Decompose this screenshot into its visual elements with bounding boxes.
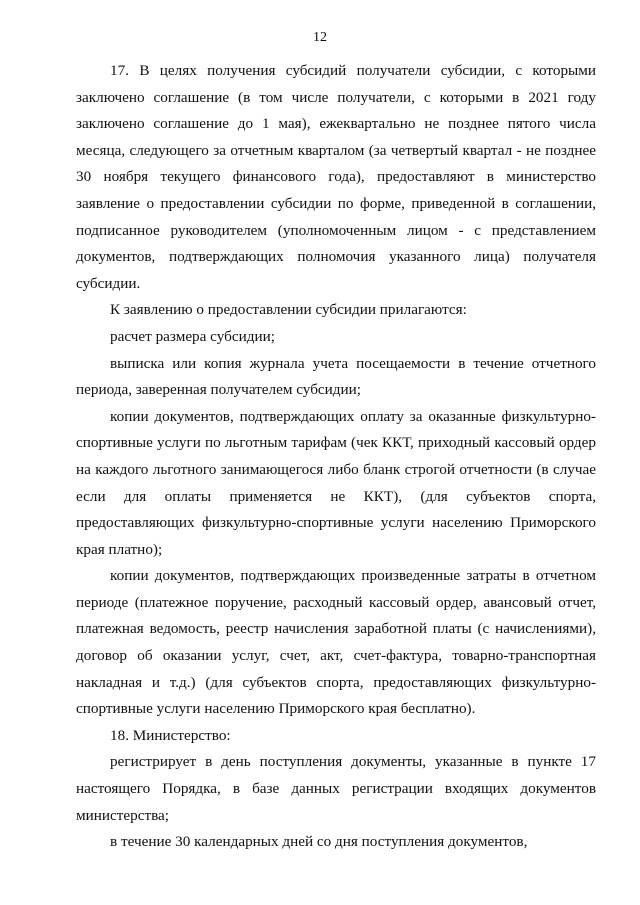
- paragraph-18-ministry: 18. Министерство:: [110, 726, 231, 744]
- paragraph-attachments-heading: К заявлению о предоставлении субсидии прилагаются:: [110, 301, 467, 319]
- page-number: 12: [313, 30, 327, 45]
- paragraph-subsidy-calculation: расчет размера субсидии;: [110, 327, 275, 345]
- paragraph-30-days: в течение 30 календарных дней со дня поступления документов,: [110, 833, 528, 851]
- paragraph-registration: регистрирует в день поступления документы, указанные в пункте 17 настоящего Порядка, в базе данных регистрации входящих документов министерства;: [76, 753, 596, 824]
- paragraph-payment-documents: копии документов, подтверждающих оплату за оказанные физкультурно-спортивные услуги по льготным тарифам (чек ККТ, приходный кассовый ордер на каждого льготного занимающегося либо бланк строгой отчетности (в случае если для оплаты применяется не ККТ), (для субъектов спорта, предоставляющих физкультурно-спортивные услуги населению Приморского края платно);: [76, 407, 596, 558]
- paragraph-expense-documents: копии документов, подтверждающих произведенные затраты в отчетном периоде (платежное поручение, расходный кассовый ордер, авансовый отчет, платежная ведомость, реестр начисления заработной платы (с начислениями), договор об оказании услуг, счет, акт, счет-фактура, товарно-транспортная накладная и т.д.) (для субъектов спорта, предоставляющих физкультурно-спортивные услуги населению Приморского края бесплатно).: [76, 567, 596, 718]
- paragraph-17-intro: 17. В целях получения субсидий получатели субсидии, с которыми заключено соглашение (в том числе получатели, с которыми в 2021 году заключено соглашение до 1 мая), ежеквартально не позднее пятого числа месяца, следующего за отчетным кварталом (за четвертый квартал - не позднее 30 ноября текущего финансового года), предоставляют в министерство заявление о предоставлении субсидии по форме, приведенной в соглашении, подписанное руководителем (уполномоченным лицом - с представлением документов, подтверждающих полномочия указанного лица) получателя субсидии.: [76, 62, 596, 292]
- document-body: [76, 58, 596, 856]
- paragraph-attendance-log: выписка или копия журнала учета посещаемости в течение отчетного периода, заверенная получателем субсидии;: [76, 354, 596, 399]
